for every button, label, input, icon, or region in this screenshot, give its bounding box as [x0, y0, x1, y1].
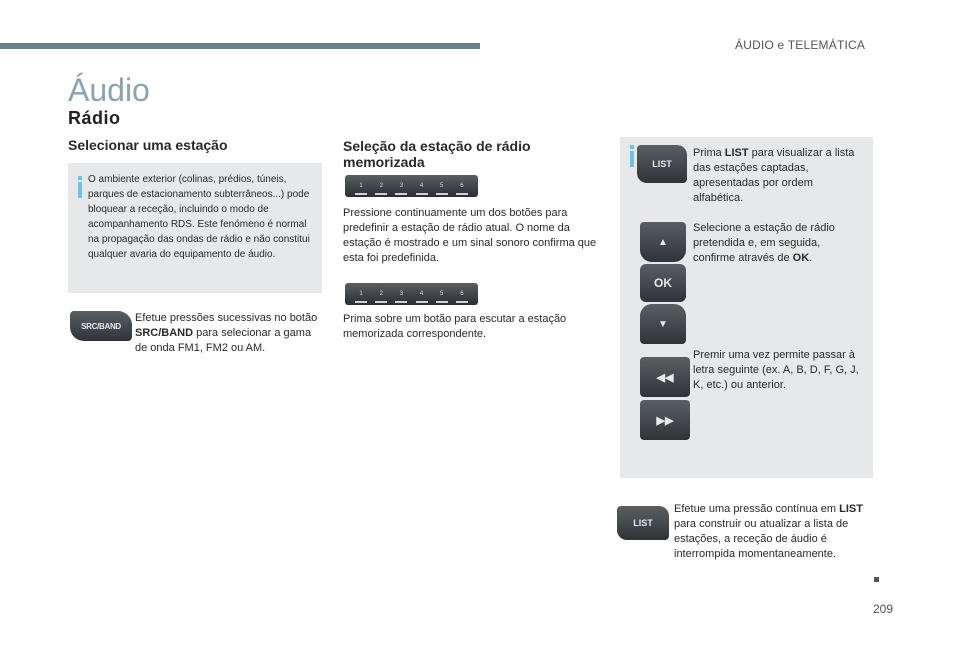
preset-key: 5 [434, 183, 450, 189]
src-band-button-image: SRC/BAND [70, 311, 132, 341]
heading-preset-station: Seleção da estação de rádio memorizada [343, 138, 531, 170]
preset-buttons-image [345, 175, 478, 197]
info-icon [630, 151, 634, 167]
preset-key: 6 [454, 183, 470, 189]
ok-instruction: Selecione a estação de rádio pretendida e, em seguida, confirme através de OK. [693, 222, 835, 264]
preset-key: 4 [414, 183, 430, 189]
page-number: 209 [873, 602, 894, 616]
info-text: O ambiente exterior (colinas, prédios, túneis, parques de estacionamento subterrâneos...) pode bloquear a receção, incluindo o modo de acompanhamento RDS. Este fenómeno é normal na propagação das ondas de rádio e não constitui qualquer avaria do equipamento de áudio. [88, 174, 310, 260]
preset-key: 2 [373, 183, 389, 189]
heading-select-station: Selecionar uma estação [68, 137, 228, 153]
preset-key: 1 [353, 183, 369, 189]
preset-key: 5 [434, 291, 450, 297]
list-button-image: LIST [617, 506, 669, 540]
up-arrow-icon: ▲ [640, 222, 686, 262]
seek-instruction: Premir uma vez permite passar à letra seguinte (ex. A, B, D, F, G, J, K, etc.) ou anterior. [693, 349, 859, 391]
preset-recall-instruction: Prima sobre um botão para escutar a estação memorizada correspondente. [343, 313, 567, 340]
list-instruction: Prima LIST para visualizar a lista das estações captadas, apresentadas por ordem alfabética. [693, 147, 855, 204]
ok-button-image: OK [640, 264, 686, 302]
down-arrow-icon: ▼ [640, 304, 686, 344]
page-subtitle: Rádio [68, 108, 121, 128]
preset-store-instruction: Pressione continuamente um dos botões para predefinir a estação de rádio atual. O nome da estação é mostrado e um sinal sonoro confirma que esta foi predefinida. [343, 207, 597, 264]
page-title: Áudio [68, 72, 150, 108]
rewind-icon: ◀◀ [640, 357, 690, 397]
end-of-section-mark [874, 577, 879, 582]
preset-buttons-image [345, 283, 478, 305]
fast-forward-icon: ▶▶ [640, 400, 690, 440]
list-button-image: LIST [637, 145, 687, 183]
src-band-instruction: Efetue pressões sucessivas no botão SRC/BAND para selecionar a gama de onda FM1, FM2 ou AM. [135, 312, 318, 354]
section-header: ÁUDIO e TELEMÁTICA [735, 38, 866, 52]
preset-key: 3 [393, 183, 409, 189]
preset-key: 2 [373, 291, 389, 297]
list-refresh-instruction: Efetue uma pressão contínua em LIST para construir ou atualizar a lista de estações, a receção de áudio é interrompida momentaneamente. [674, 503, 863, 560]
preset-key: 1 [353, 291, 369, 297]
preset-key: 3 [393, 291, 409, 297]
header-bar [0, 43, 480, 49]
info-icon [78, 182, 82, 198]
preset-key: 6 [454, 291, 470, 297]
preset-key: 4 [414, 291, 430, 297]
